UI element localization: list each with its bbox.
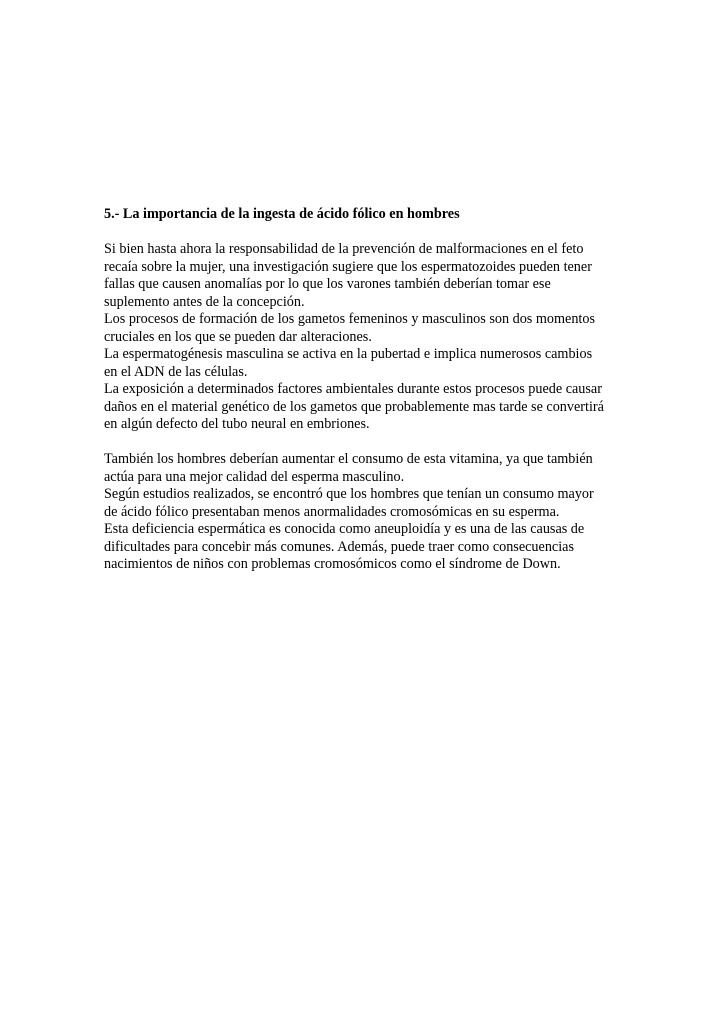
text-line: en algún defecto del tubo neural en embriones. [104,416,370,432]
paragraph-1 [104,241,644,434]
text-line: fallas que causen anomalías por lo que los varones también deberían tomar ese [104,276,551,292]
text-line: suplemento antes de la concepción. [104,293,305,310]
text-line: Según estudios realizados, se encontró que los hombres que tenían un consumo mayor [104,486,594,502]
text-line: en el ADN de las células. [104,363,248,380]
text-line: actúa para una mejor calidad del esperma masculino. [104,468,405,485]
text-line: Esta deficiencia espermática es conocida como aneuploidía y es una de las causas de [104,521,585,537]
text-line: La espermatogénesis masculina se activa en la pubertad e implica numerosos cambios [104,346,593,362]
text-line: cruciales en los que se pueden dar alteraciones. [104,328,372,345]
text-line: Si bien hasta ahora la responsabilidad de la prevención de malformaciones en el feto [104,241,584,257]
text-line: de ácido fólico presentaban menos anormalidades cromosómicas en su esperma. [104,503,560,520]
text-line: daños en el material genético de los gametos que probablemente mas tarde se convertirá [104,398,604,415]
section-heading: 5.- La importancia de la ingesta de ácido fólico en hombres [104,206,460,222]
document-body [104,206,644,591]
paragraph-2 [104,451,644,574]
text-line: También los hombres deberían aumentar el consumo de esta vitamina, ya que también [104,451,593,467]
text-line: Los procesos de formación de los gametos femeninos y masculinos son dos momentos [104,311,595,327]
text-line: nacimientos de niños con problemas cromosómicos como el síndrome de Down. [104,556,561,572]
text-line: La exposición a determinados factores ambientales durante estos procesos puede causar [104,381,602,397]
text-line: recaía sobre la mujer, una investigación sugiere que los espermatozoides pueden tener [104,258,592,275]
text-line: dificultades para concebir más comunes. Además, puede traer como consecuencias [104,538,574,555]
